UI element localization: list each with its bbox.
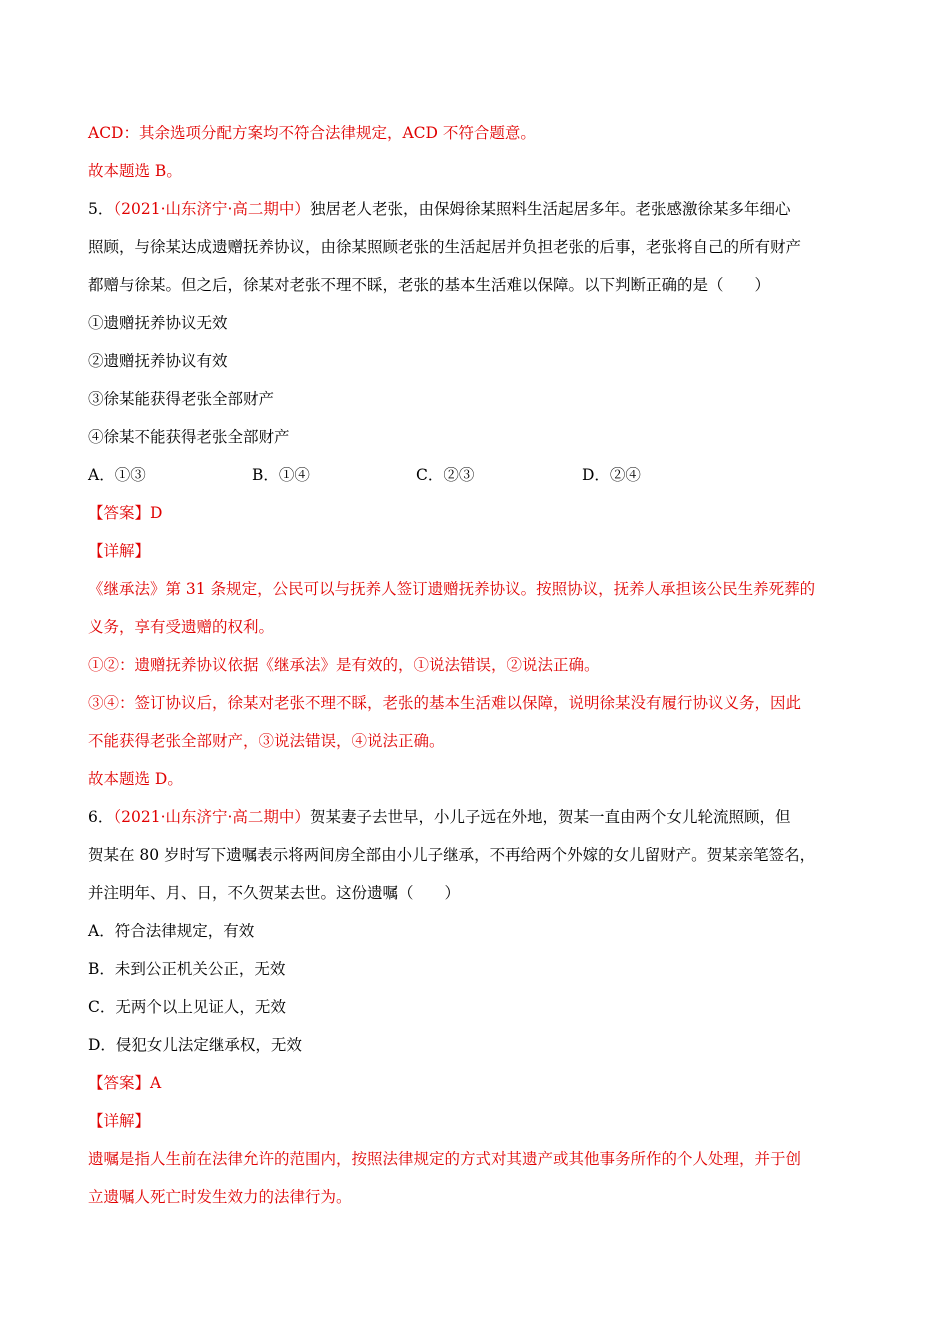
q5-option-b: B．①④ bbox=[252, 466, 310, 484]
q5-stem-line-1 bbox=[88, 199, 790, 219]
q6-number: 6． bbox=[88, 808, 114, 826]
q5-option-a: A．①③ bbox=[88, 466, 146, 484]
q6-option-d: D．侵犯女儿法定继承权，无效 bbox=[88, 1036, 302, 1054]
q6-option-c: C．无两个以上见证人，无效 bbox=[88, 998, 286, 1016]
q5-detail-line-4: ③④：签订协议后，徐某对老张不理不睬，老张的基本生活难以保障，说明徐某没有履行协议义务，因此 bbox=[88, 694, 802, 712]
q5-statement-1: ①遗赠抚养协议无效 bbox=[88, 314, 228, 332]
q5-option-d: D．②④ bbox=[582, 466, 641, 484]
q5-detail-line-1: 《继承法》第 31 条规定，公民可以与抚养人签订遗赠抚养协议。按照协议，抚养人承担该公民生养死葬的 bbox=[88, 580, 816, 598]
q6-source: （2021·山东济宁·高二期中） bbox=[113, 808, 310, 826]
q6-answer bbox=[88, 1073, 161, 1093]
prev-conclusion: 故本题选 B。 bbox=[88, 162, 182, 180]
q6-answer-value: A bbox=[150, 1074, 162, 1092]
q5-detail-line-5: 不能获得老张全部财产，③说法错误，④说法正确。 bbox=[88, 732, 445, 750]
q5-conclusion: 故本题选 D。 bbox=[88, 770, 183, 788]
q5-option-c: C．②③ bbox=[416, 466, 475, 484]
q5-detail-line-3: ①②：遗赠抚养协议依据《继承法》是有效的，①说法错误，②说法正确。 bbox=[88, 656, 600, 674]
q6-stem-text: 贺某妻子去世早，小儿子远在外地，贺某一直由两个女儿轮流照顾，但 bbox=[309, 808, 791, 826]
q5-detail-label: 【详解】 bbox=[88, 542, 151, 560]
q5-stem-line-2: 照顾，与徐某达成遗赠抚养协议，由徐某照顾老张的生活起居并负担老张的后事，老张将自己的所有财产 bbox=[88, 238, 802, 256]
q5-source: （2021·山东济宁·高二期中） bbox=[113, 200, 310, 218]
q6-detail-line-2: 立遗嘱人死亡时发生效力的法律行为。 bbox=[88, 1188, 352, 1206]
q6-stem-line-2: 贺某在 80 岁时写下遗嘱表示将两间房全部由小儿子继承，不再给两个外嫁的女儿留财产。贺某亲笔签名， bbox=[88, 846, 816, 864]
q5-answer bbox=[88, 503, 162, 523]
q6-answer-label: 【答案】 bbox=[88, 1074, 151, 1092]
prev-explanation: ACD：其余选项分配方案均不符合法律规定，ACD 不符合题意。 bbox=[88, 124, 536, 142]
q6-detail-line-1: 遗嘱是指人生前在法律允许的范围内，按照法律规定的方式对其遗产或其他事务所作的个人处理，并于创 bbox=[88, 1150, 802, 1168]
q6-detail-label: 【详解】 bbox=[88, 1112, 151, 1130]
q5-statement-2: ②遗赠抚养协议有效 bbox=[88, 352, 228, 370]
q5-options bbox=[88, 465, 848, 485]
q5-statement-4: ④徐某不能获得老张全部财产 bbox=[88, 428, 290, 446]
q5-number: 5． bbox=[88, 200, 114, 218]
q6-stem-line-3: 并注明年、月、日，不久贺某去世。这份遗嘱（ ） bbox=[88, 884, 461, 902]
q6-option-a: A．符合法律规定，有效 bbox=[88, 922, 255, 940]
q5-detail-line-2: 义务，享有受遗赠的权利。 bbox=[88, 618, 275, 636]
q5-stem-line-3: 都赠与徐某。但之后，徐某对老张不理不睬，老张的基本生活难以保障。以下判断正确的是（ ） bbox=[88, 276, 771, 294]
q5-stem-text: 独居老人老张，由保姆徐某照料生活起居多年。老张感激徐某多年细心 bbox=[309, 200, 791, 218]
q6-stem-line-1 bbox=[88, 807, 790, 827]
q5-answer-value: D bbox=[150, 504, 163, 522]
q6-option-b: B．未到公正机关公正，无效 bbox=[88, 960, 286, 978]
q5-statement-3: ③徐某能获得老张全部财产 bbox=[88, 390, 275, 408]
q5-answer-label: 【答案】 bbox=[88, 504, 151, 522]
